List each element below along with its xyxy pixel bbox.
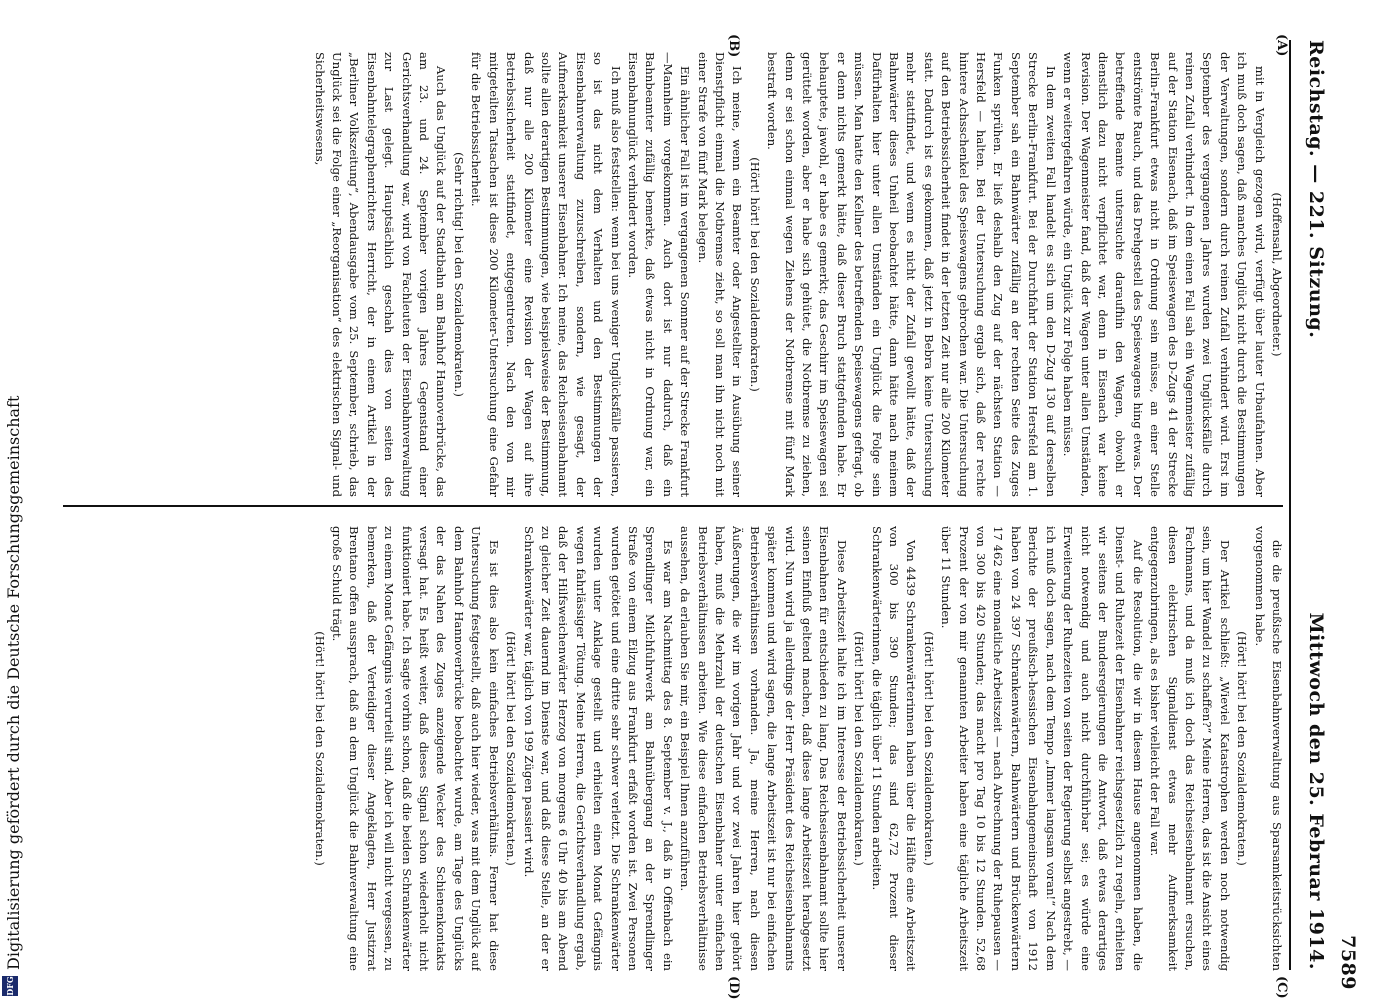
right-paragraph: (Hört! hört! bei den Sozialdemokraten.): [1235, 631, 1250, 866]
right-paragraph: Es war am Nachmittag des 8. September v. J., daß in Offenbach ein Sprendlinger Milchfuhrwerk am Bahnübergang an der Sprendlinger Straße von einem Eilzug aus Frankfurt erfaßt worden ist. Zwei Personen wurden getötet und eine dritte sehr schwer verletzt. Die Schrankenwärter wurden unter Anklage gestellt und erhielten einen Monat Gefängnis wegen fahrlässiger Tötung. Meine Herren, die Gerichtsverhandlung ergab, daß der Hilfsweichenwärter Herzog von morgens 6 Uhr 40 bis am Abend zu gleicher Zeit dauernd im Dienste war, und daß diese Stelle, an der er Schrankenwärter war, täglich von 199 Zügen passiert wird.: [521, 526, 675, 971]
right-paragraph: (Hört! hört! bei den Sozialdemokraten.): [312, 631, 327, 866]
right-paragraph: die die preußische Eisenbahnverwaltung aus Sparsamkeitsrücksichten vorgenommen habe.: [1252, 526, 1284, 971]
page-header: [1293, 40, 1359, 990]
right-paragraph: Von 4439 Schrankenwärterinnen haben über die Hälfte eine Arbeitszeit von 300 bis 390 Stunden; das sind 62,72 Prozent dieser Schrankenwärterinnen, die täglich über 11 Stunden arbeiten.: [869, 526, 919, 971]
right-paragraph: Der Artikel schließt: „Wieviel Katastrophen werden noch notwendig sein, um hier Wandel zu schaffen?“ Meine Herren, das ist die Ansicht eines Fachmanns, und da muß ich doch das Reichseisenbahnamt ersuchen, diesen elektrischen Signaldienst etwas mehr Aufmerksamkeit entgegenzubringen, als es bisher vielleicht der Fall war.: [1148, 526, 1232, 971]
right-paragraph: (Hört! hört! bei den Sozialdemokraten.): [504, 631, 519, 866]
header-right: Mittwoch den 25. Februar 1914.: [1305, 612, 1327, 970]
header-left: Reichstag. — 221. Sitzung.: [1305, 40, 1327, 339]
right-column: [55, 526, 1285, 971]
right-paragraph: Diese Arbeitszeit halte ich im Interesse der Betriebssicherheit unserer Eisenbahnen für entschieden zu lang. Das Reichseisenbahnamt sollte hier seinen Einfluß geltend machen, daß diese lange Arbeitszeit herabgesetzt wird. Nun wird ja allerdings der Herr Präsident des Reichseisenbahnamts später kommen und wird sagen, die lange Arbeitszeit ist nur bei einfachen Betriebsverhältnissen vorhanden. Ja, meine Herren, nach diesen Äußerungen, die wir im vorigen Jahr und vor zwei Jahren hier gehört haben, muß die Mehrzahl der deutschen Eisenbahner unter einfachen Betriebsverhältnissen arbeiten. Wie diese einfachen Betriebsverhältnisse aussehen, da erlauben Sie mir, ein Beispiel Ihnen anzuführen.: [678, 526, 849, 971]
side-credit-text: Digitalisierung gefördert durch die Deutsche Forschungsgemeinschaft: [4, 395, 23, 970]
header-rule: [1289, 40, 1291, 970]
left-paragraph: (Hoffensahl, Abgeordneter.): [1270, 192, 1284, 357]
left-paragraph: Ein ähnlicher Fall ist im vergangenen Sommer auf der Strecke Frankfurt—Mannheim vorgekommen. Auch dort ist nur dadurch, daß ein Bahnbeamter zufällig bemerkte, daß etwas nicht in Ordnung war, ein Eisenbahnunglück verhindert worden.: [625, 52, 693, 497]
right-paragraph: (Hört! hört! bei den Sozialdemokraten.): [921, 631, 936, 866]
left-paragraph: Ich meine, wenn ein Beamter oder Angestellter in Ausübung seiner Dienstpflicht einmal die Notbremse zieht, so soll man ihn nicht noch mit einer Strafe von fünf Mark belegen.: [695, 52, 745, 497]
left-paragraph: (Sehr richtig! bei den Sozialdemokraten.): [451, 152, 466, 397]
left-column: [55, 52, 1285, 497]
margin-marker-d: (D): [726, 976, 741, 1000]
side-credit: [0, 0, 22, 1000]
margin-marker-a: (A): [1274, 34, 1289, 57]
page-number-text: 7589: [1337, 935, 1359, 990]
left-paragraph: (Hört! hört! bei den Sozialdemokraten.): [747, 157, 762, 392]
left-paragraph: mit in Vergleich gezogen wird, verfügt über lauter Urbaufahnen. Aber ich muß doch sagen, daß manches Unglück nicht durch die Bestimmungen der Verwaltungen, sondern durch reinen Zufall verhindert wird. Erst im September des vergangenen Jahres wurden zwei Unglücksfälle durch reinen Zufall verhindert. In dem einen Fall sah ein Wagenmeister zufällig auf der Station Eisenach, daß im Speisewagen des D-Zugs 41 der Strecke Berlin-Frankfurt etwas nicht in Ordnung sein müsse, an einer Stelle entströmte Rauch, und das Drehgestell des Speisewagens hing etwas. Der betreffende Beamte untersuchte daraufhin den Wagen, obwohl er dienstlich dazu nicht verpflichtet war, denn in Eisenach war keine Revision. Der Wagenmeister fand, daß der Wagen unter allen Umständen, wenn er weitergefahren würde, ein Unglück zur Folge haben müsse.: [1061, 52, 1267, 497]
right-paragraph: Es ist dies also kein einfaches Betriebsverhältnis. Ferner hat diese Untersuchung festgestellt, daß auch hier wieder, was mit dem Unglück auf dem Bahnhof Hannoverbrücke beobachtet wurde, am Tage des Unglücks der das Nahen des Zuges anzeigende Wecker des Schienenkontakts versagt hat. Es heißt weiter, daß dieses Signal schon wiederholt nicht funktioniert habe. Ich sagte vorhin schon, daß die beiden Schrankenwärter zu einem Monat Gefängnis verurteilt sind. Aber ich will nicht vergessen, zu bemerken, daß der Verteidiger dieser Angeklagten, Herr Justizrat Brentano offen aussprach, daß an dem Unglück die Bahnverwaltung eine große Schuld trägt.: [330, 526, 501, 971]
margin-marker-c: (C): [1274, 976, 1289, 999]
left-paragraph: Auch das Unglück auf der Stadtbahn am Bahnhof Hannoverbrücke, das am 23. und 24. September vorigen Jahres Gegenstand einer Gerichtsverhandlung war, wird von Fachleuten der Eisenbahnverwaltung zur Last gelegt. Hauptsächlich geschah dies von seiten des Eisenbahntelegraphenrichters Herricht, der in einem Artikel in der „Berliner Volkszeitung“, Abendausgabe vom 25. September, schrieb, das Unglück sei die Folge einer „Reorganisation“ des elektrischen Signal- und Sicherheitswesens,: [312, 52, 449, 497]
column-divider: [63, 505, 1283, 507]
left-paragraph: In dem zweiten Fall handelt es sich um den D-Zug 130 auf derselben Strecke Berlin-Frankfurt. Bei der Durchfahrt der Station Hersfeld am 1. September sah ein Bahnwärter zufällig an der rechten Seite des Zuges Funken sprühen. Er ließ deshalb den Zug auf der nächsten Station — Hersfeld — halten. Bei der Untersuchung ergab sich, daß der rechte hintere Achsschenkel des Speisewagens gebrochen war. Die Untersuchung auf den Betriebssicherheit findet in der letzten Zeit nur alle 200 Kilometer statt. Dadurch ist es gekommen, daß jetzt in Bebra keine Untersuchung mehr stattfindet, und wenn es nicht der Zufall gewollt hätte, daß der Bahnwärter dieses Unheil beobachtet hätte, dann hätte nach meinem Dafürhalten hier unter allen Umständen ein Unglück die Folge sein müssen. Man hatte den Kellner des betreffenden Speisewagens gefragt, ob er denn nichts gemerkt hätte, daß dieser Bruch stattgefunden habe. Er behauptete, jawohl, er habe es gemerkt; das Geschirr im Speisewagen sei gerüttelt worden, aber er habe sich gehütet, die Notbremse zu ziehen, denn er sei schon einmal wegen Ziehens der Notbremse mit fünf Mark bestraft worden.: [765, 52, 1058, 497]
margin-marker-b: (B): [726, 34, 741, 58]
page-number: [1337, 910, 1359, 990]
dfg-logo-icon: DFG: [2, 976, 18, 996]
left-paragraph: Ich muß also feststellen: wenn bei uns weniger Unglücksfälle passieren, so ist das nicht dem Verhalten und den Bestimmungen der Eisenbahnverwaltung zuzuschreiben, sondern, wie gesagt, der Aufmerksamkeit unserer Eisenbahner. Ich meine, das Reichseisenbahnamt sollte allen derartigen Bestimmungen, wie beispielsweise der Bestimmung, daß nur alle 200 Kilometer eine Revision der Wagen auf ihre Betriebssicherheit stattfindet, entgegentreten. Nach den von mir mitgeteilten Tatsachen ist diese 200 Kilometer-Untersuchung eine Gefahr für die Betriebssicherheit.: [469, 52, 623, 497]
right-paragraph: (Hört! hört! bei den Sozialdemokraten.): [852, 631, 867, 866]
right-paragraph: Auf die Resolution, die wir in diesem Hause angenommen haben, die Dienst- und Ruhezeit der Eisenbahner reichsgesetzlich zu regeln, erhielten wir seitens der Bundesregierungen die Antwort, daß etwas derartiges nicht notwendig und auch nicht durchführbar sei; es würde eine Erweiterung der Ruhezeiten von seiten der Regierung selbst angestrebt, — ich muß doch sagen, nach dem Tempo „Immer langsam voran!“ Nach dem Berichte der preußisch-hessischen Eisenbahngemeinschaft von 1912 haben von 24 397 Schrankenwärtern, Bahnwärtern und Brückenwärtern 17 462 eine monatliche Arbeitszeit — nach Abrechnung der Ruhepausen — von 300 bis 420 Stunden; das macht pro Tag 10 bis 12 Stunden. 52,68 Prozent der von mir genannten Arbeiter haben eine tägliche Arbeitszeit über 11 Stunden.: [939, 526, 1145, 971]
